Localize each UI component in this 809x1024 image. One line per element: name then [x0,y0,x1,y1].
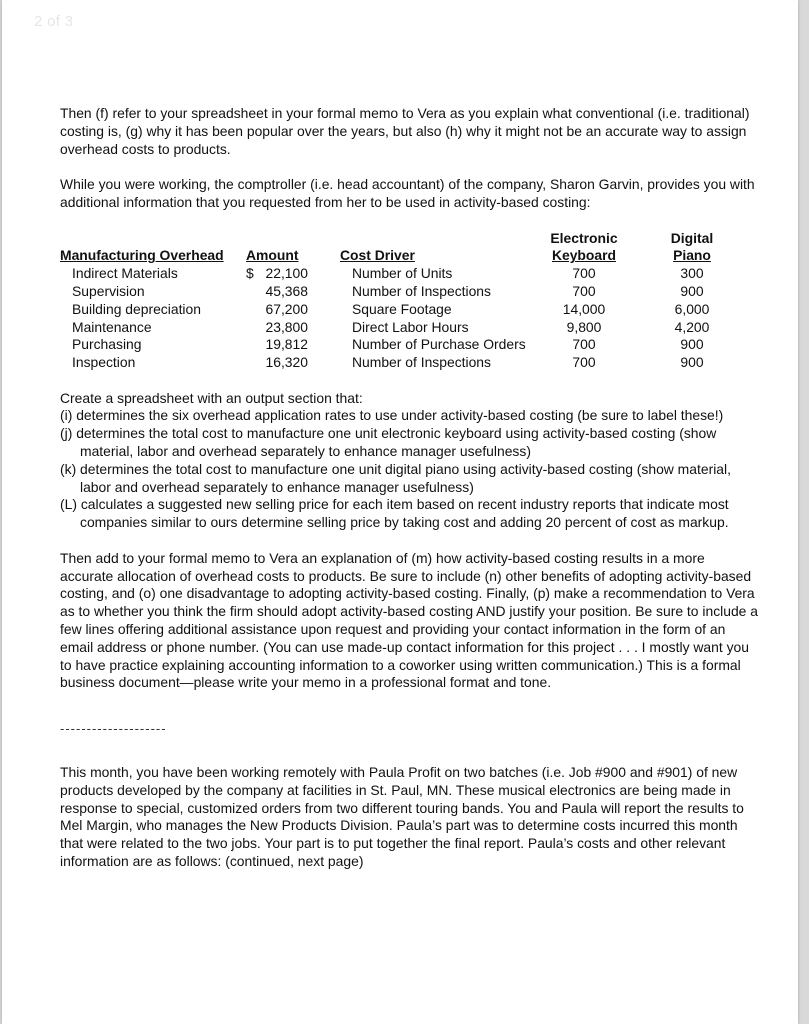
table-cell-keyboard: 700 [572,282,596,299]
table-cell-item: Indirect Materials [72,265,178,282]
amount-column [246,230,308,372]
intro-paragraph: Then (f) refer to your spreadsheet in your formal memo to Vera as you explain what conventional (i.e. traditional) costing is, (g) why it has been popular over the years, but also (h) why it might not be an accurate way to assign overhead costs to products. [60,105,750,157]
table-cell-driver: Number of Purchase Orders [352,336,526,353]
cost-driver-column [340,230,560,372]
table-cell-item: Purchasing [72,336,142,353]
keyboard-header-top: Electronic [550,229,618,246]
cost-driver-header: Cost Driver [340,247,415,264]
spreadsheet-requirements [60,390,760,532]
table-cell-driver: Direct Labor Hours [352,318,469,335]
table-cell-piano: 900 [680,282,704,299]
table-cell-item: Building depreciation [72,300,201,317]
table-cell-item: Maintenance [72,318,152,335]
table-cell-amount: 67,200 [265,300,308,317]
table-cell-amount [246,265,308,283]
document-page [2,0,798,1024]
amount-header: Amount [246,247,299,264]
table-cell-keyboard: 700 [572,265,596,282]
document-content [60,105,760,871]
overhead-table [60,230,760,370]
list-item: (i) determines the six overhead application rates to use under activity-based costing (be sure to label these!) [60,407,724,424]
table-cell-keyboard: 700 [572,354,596,371]
table-cell-item: Supervision [72,282,145,299]
table-cell-item: Inspection [72,354,136,371]
table-cell-driver: Number of Inspections [352,282,491,299]
overhead-header: Manufacturing Overhead [60,247,224,264]
keyboard-column [540,230,628,372]
page-indicator: 2 of 3 [34,13,74,30]
piano-column [652,230,732,372]
list-item: (j) determines the total cost to manufacture one unit electronic keyboard using activity-based costing (show material, labor and overhead separately to enhance manager usefulness) [60,425,717,459]
table-cell-piano: 6,000 [674,300,710,317]
table-cell-piano: 300 [680,265,704,282]
comptroller-paragraph: While you were working, the comptroller (i.e. head accountant) of the company, Sharon Garvin, provides you with additional information that you requested from her to be used in activity-based costing: [60,176,755,210]
table-cell-piano: 900 [680,354,704,371]
table-cell-keyboard: 9,800 [566,318,602,335]
spreadsheet-intro: Create a spreadsheet with an output section that: [60,389,363,406]
table-cell-keyboard: 14,000 [562,300,606,317]
amount-value: 22,100 [265,265,308,282]
keyboard-header-bottom: Keyboard [551,247,617,264]
piano-header-top: Digital [670,229,714,246]
final-paragraph: This month, you have been working remotely with Paula Profit on two batches (i.e. Job #900 and #901) of new products developed by the company at facilities in St. Paul, MN. These musical electronics are being made in response to special, customized orders from two different touring bands. You and Paula will report the results to Mel Margin, who manages the New Products Division. Paula’s part was to determine costs incurred this month that were related to the two jobs. Your part is to put together the final report. Paula’s costs and other relevant information are as follows: (continued, next page) [60,763,744,869]
table-cell-piano: 4,200 [674,318,710,335]
section-divider: -------------------- [60,721,167,737]
table-cell-amount: 23,800 [265,318,308,335]
table-cell-driver: Square Footage [352,300,452,317]
table-cell-amount: 19,812 [265,336,308,353]
table-cell-amount: 16,320 [265,354,308,371]
table-cell-keyboard: 700 [572,336,596,353]
table-cell-piano: 900 [680,336,704,353]
list-item: (k) determines the total cost to manufacture one unit digital piano using activity-based costing (show material, labor and overhead separately to enhance manager usefulness) [60,460,731,495]
memo-paragraph: Then add to your formal memo to Vera an explanation of (m) how activity-based costing results in a more accurate allocation of overhead costs to products. Be sure to include (n) other benefits of adopting activity-based costing, and (o) one disadvantage to adopting activity-based costing. Finally, (p) make a recommendation to Vera as to whether you think the firm should adopt activity-based costing AND justify your position. Be sure to include a few lines offering additional assistance upon request and providing your contact information in the form of an email address or phone number. (You can use made-up contact information for this project . . . I mostly want you to have practice explaining accounting information to a coworker using written communication.) This is a formal business document—please write your memo in a professional format and tone. [60,549,758,691]
list-item: (L) calculates a suggested new selling price for each item based on recent industry reports that indicate most companies similar to ours determine selling price by taking cost and adding 20 percent of cost as markup. [60,496,729,531]
table-cell-driver: Number of Inspections [352,354,491,371]
currency-symbol: $ [246,265,254,282]
table-cell-amount: 45,368 [265,282,308,299]
piano-header-bottom: Piano [673,247,711,264]
overhead-item-column [60,230,250,372]
table-cell-driver: Number of Units [352,265,453,282]
